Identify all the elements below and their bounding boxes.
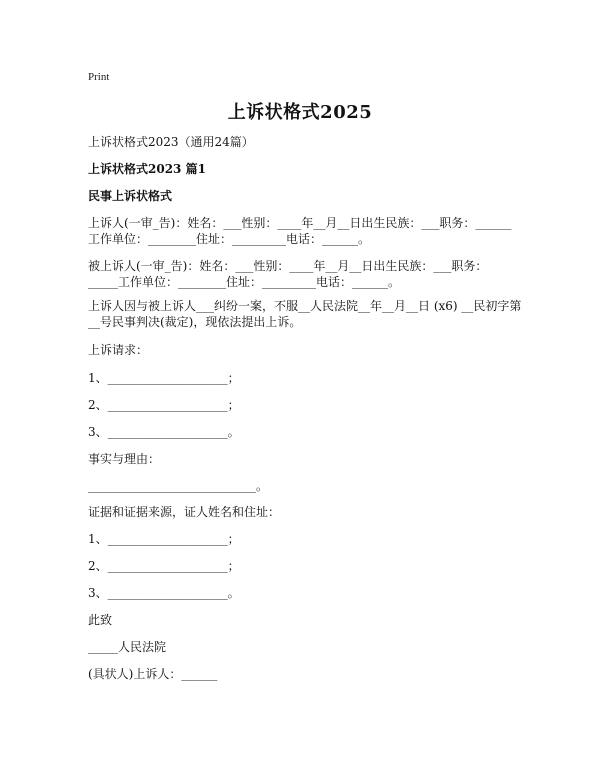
facts-label: 事实与理由： [88, 452, 161, 466]
appellee-line-2: _____工作单位：________住址：_________电话：______。 [88, 275, 401, 289]
signature-line: (具状人)上诉人：______ [88, 667, 218, 681]
requests-label: 上诉请求： [88, 343, 149, 357]
document-subtitle: 上诉状格式2023（通用24篇） [88, 135, 254, 149]
evidence-label: 证据和证据来源，证人姓名和住址： [88, 505, 281, 519]
appellant-line-1: 上诉人(一审_告)：姓名：___性别：____年__月__日出生民族：___职务：______ [88, 216, 512, 230]
request-item-2: 2、____________________； [88, 398, 240, 412]
court-line: _____人民法院 [88, 640, 167, 654]
case-line-2: __号民事判决(裁定)，现依法提出上诉。 [88, 315, 302, 329]
case-line-1: 上诉人因与被上诉人___纠纷一案，不服__人民法院__年__月__日 (x6) __民初字第 [88, 299, 522, 313]
evidence-item-1: 1、____________________； [88, 532, 240, 546]
document-title: 上诉状格式2025 [227, 102, 373, 123]
evidence-item-3: 3、____________________。 [88, 586, 240, 600]
facts-blank: ____________________________。 [88, 479, 269, 493]
request-item-1: 1、____________________； [88, 371, 240, 385]
sub-heading: 民事上诉状格式 [88, 189, 173, 203]
closing-text: 此致 [88, 613, 113, 627]
evidence-item-2: 2、____________________； [88, 559, 240, 573]
section-heading: 上诉状格式2023 篇1 [88, 162, 206, 176]
print-label: Print [88, 71, 110, 83]
appellee-line-1: 被上诉人(一审_告)：姓名：___性别：____年__月__日出生民族：___职务： [88, 259, 488, 273]
appellee-paragraph [88, 258, 518, 290]
case-paragraph [88, 298, 522, 330]
request-item-3: 3、____________________。 [88, 425, 240, 439]
appellant-line-2: 工作单位：________住址：_________电话：______。 [88, 232, 371, 246]
appellant-paragraph [88, 215, 518, 247]
